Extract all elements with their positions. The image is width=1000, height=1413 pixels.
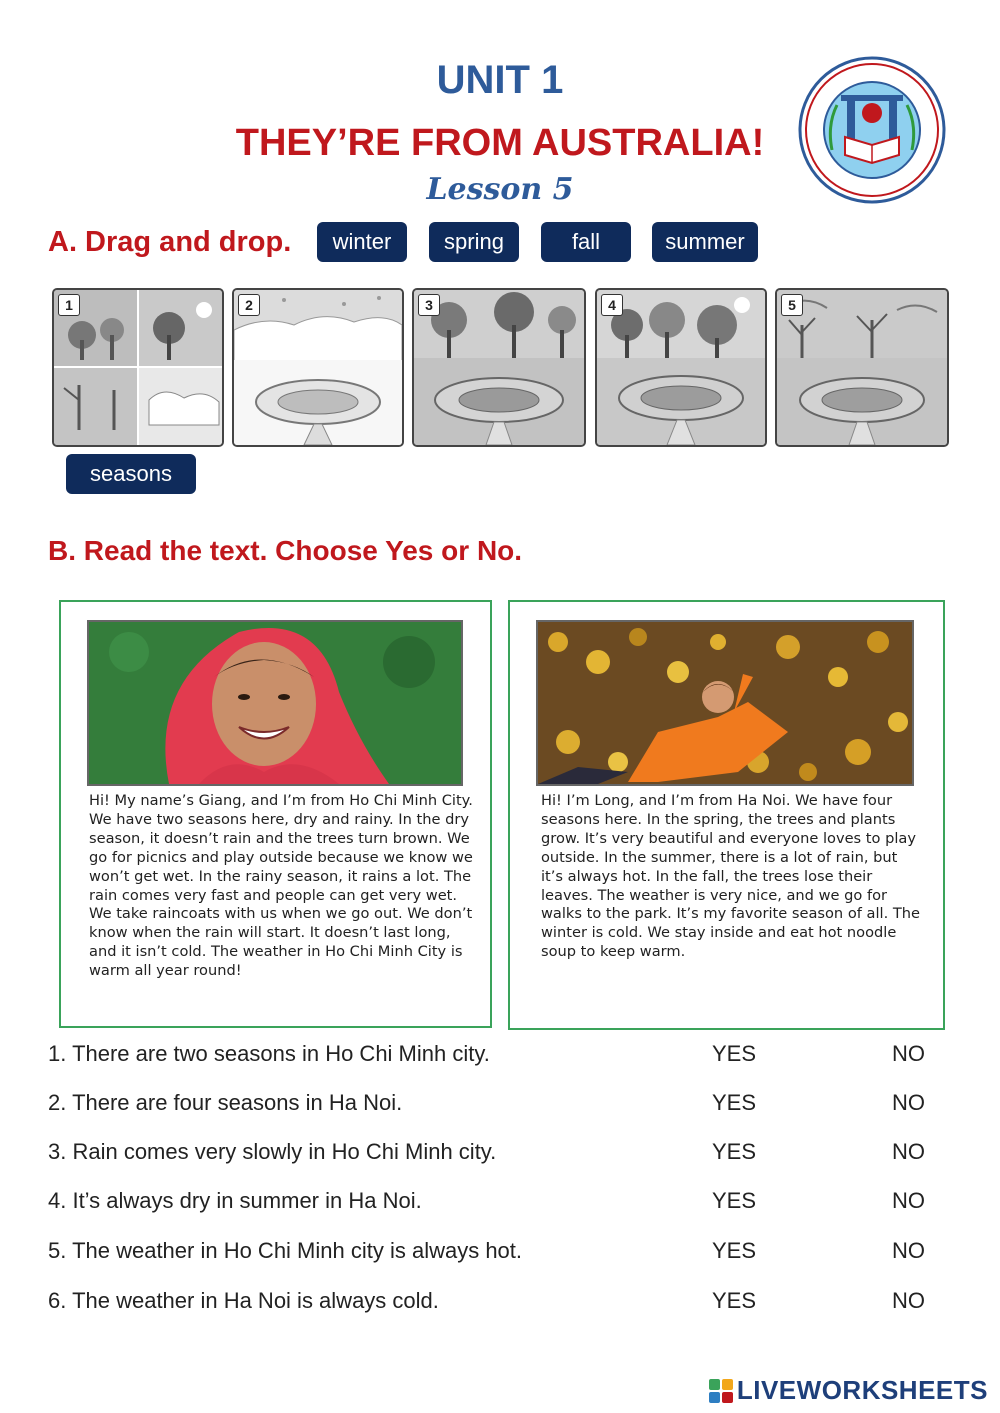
chip-seasons[interactable]: seasons [66,454,196,494]
answer-no-option[interactable]: NO [892,1188,925,1213]
girl-in-raincoat-photo [87,620,463,786]
answer-yes-option[interactable]: YES [712,1188,757,1213]
answer-yes-option[interactable]: YES [712,1288,757,1313]
picture-5 [775,288,949,447]
question-row [48,1041,948,1073]
picture-number: 1 [58,294,80,316]
picture-number: 2 [238,294,260,316]
liveworksheets-brand [709,1375,988,1406]
chip-fall[interactable]: fall [541,222,631,262]
chip-summer[interactable]: summer [652,222,758,262]
question-text: 2. There are four seasons in Ha Noi. [48,1090,403,1115]
page-title: THEY’RE FROM AUSTRALIA! [235,122,765,164]
question-row [48,1188,948,1220]
section-b-heading: B. Read the text. Choose Yes or No. [48,535,523,566]
question-row [48,1139,948,1171]
question-text: 3. Rain comes very slowly in Ho Chi Minh city. [48,1139,497,1164]
section-a-heading: A. Drag and drop. [48,226,292,258]
unit-title: UNIT 1 [436,58,564,102]
answer-no-option[interactable]: NO [892,1238,925,1263]
answer-no-option[interactable]: NO [892,1139,925,1164]
answer-yes-option[interactable]: YES [712,1090,757,1115]
answer-no-option[interactable]: NO [892,1041,925,1066]
chip-winter[interactable]: winter [317,222,407,262]
long-text: Hi! I’m Long, and I’m from Ha Noi. We have four seasons here. In the spring, the trees and plants grow. It’s very beautiful and everyone loves to play outside. In the summer, there is a lot of rain, but it’s always hot. In the fall, the trees lose their leaves. The weather is very nice, and we go for walks to the park. It’s my favorite season of all. The winter is cold. We stay inside and eat hot noodle soup to keep warm. [541,792,921,961]
picture-4 [595,288,767,447]
question-text: 6. The weather in Ha Noi is always cold. [48,1288,439,1313]
question-row [48,1288,948,1320]
brand-name: LIVEWORKSHEETS [736,1375,988,1405]
giang-text: Hi! My name’s Giang, and I’m from Ho Chi Minh City. We have two seasons here, dry and rainy. In the dry season, it doesn’t rain and the trees turn brown. We go for picnics and play outside because we know we won’t get wet. In the rainy season, it rains a lot. The rain comes very fast and people can get very wet. We take raincoats with us when we go out. We don’t know when the rain will start. It doesn’t last long, and it isn’t cold. The weather in Ho Chi Minh City is warm all year round! [89,792,473,980]
question-text: 4. It’s always dry in summer in Ha Noi. [48,1188,422,1213]
answer-yes-option[interactable]: YES [712,1041,757,1066]
picture-number: 3 [418,294,440,316]
question-text: 1. There are two seasons in Ho Chi Minh city. [48,1041,490,1066]
reading-panel-giang [59,600,492,1028]
question-row [48,1090,948,1122]
liveworksheets-logo-icon [709,1379,733,1403]
picture-number: 4 [601,294,623,316]
school-seal-logo [797,55,947,205]
reading-panel-long [508,600,945,1030]
lesson-label: Lesson 5 [426,172,574,207]
answer-no-option[interactable]: NO [892,1288,925,1313]
picture-2 [232,288,404,447]
picture-1 [52,288,224,447]
answer-yes-option[interactable]: YES [712,1139,757,1164]
question-text: 5. The weather in Ho Chi Minh city is always hot. [48,1238,523,1263]
question-row [48,1238,948,1270]
chip-spring[interactable]: spring [429,222,519,262]
picture-3 [412,288,586,447]
answer-no-option[interactable]: NO [892,1090,925,1115]
picture-number: 5 [781,294,803,316]
answer-yes-option[interactable]: YES [712,1238,757,1263]
boy-in-leaves-photo [536,620,914,786]
